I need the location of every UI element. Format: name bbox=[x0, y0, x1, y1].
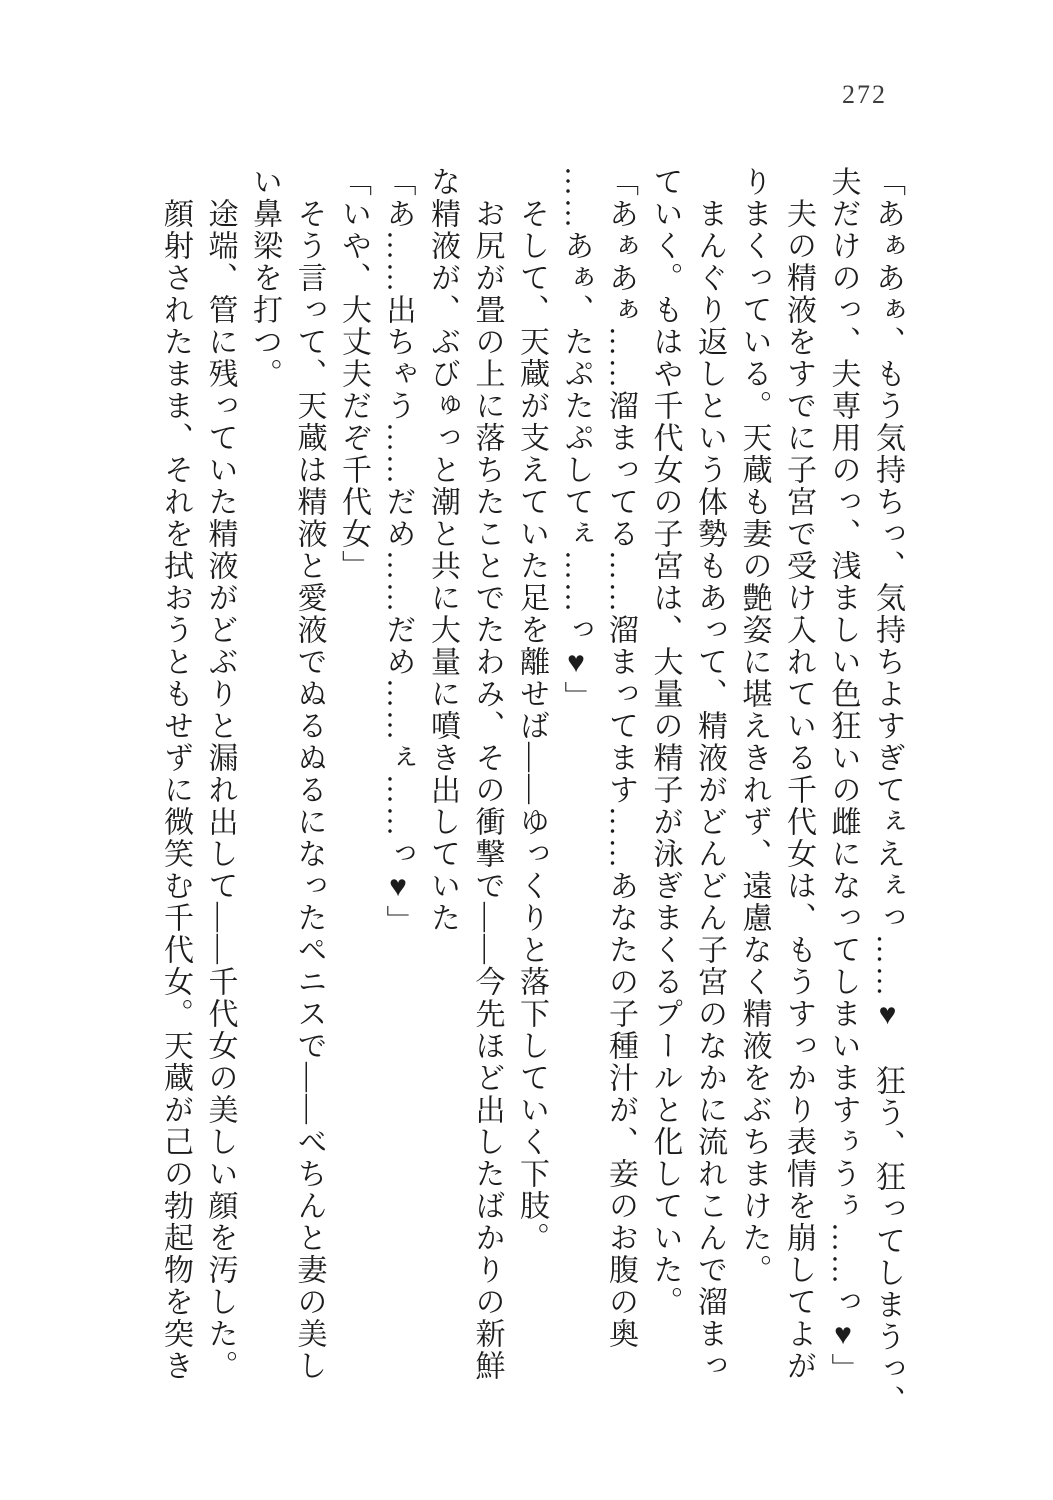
text-column: そう言って、天蔵は精液と愛液でぬるぬるになったペニスで――べちんと妻の美し bbox=[292, 166, 326, 1382]
text-column: お尻が畳の上に落ちたことでたわみ、その衝撃で――今先ほど出したばかりの新鮮 bbox=[470, 166, 504, 1382]
text-column: りまくっている。天蔵も妻の艶姿に堪えきれず、遠慮なく精液をぶちまけた。 bbox=[737, 166, 771, 1286]
text-column: 「あ……出ちゃう……だめ……だめ……ぇ……っ♥」 bbox=[381, 166, 415, 937]
text-column: な精液が、ぶびゅっと潮と共に大量に噴き出していた bbox=[426, 166, 459, 934]
text-column: 顔射されたまま、それを拭おうともせずに微笑む千代女。天蔵が己の勃起物を突き bbox=[159, 166, 192, 1382]
text-column: 「あぁあぁ……溜まってる……溜まってます……あなたの子種汁が、妾のお腹の奥 bbox=[604, 166, 637, 1350]
text-column: そして、天蔵が支えていた足を離せば――ゆっくりと落下していく下肢。 bbox=[515, 166, 548, 1254]
text-column: い鼻梁を打つ。 bbox=[248, 166, 281, 390]
text-column: 「いや、大丈夫だぞ千代女」 bbox=[337, 166, 370, 582]
text-column: 途端、管に残っていた精液がどぶりと漏れ出して――千代女の美しい顔を汚した。 bbox=[203, 166, 237, 1382]
text-column: 夫だけのっ、夫専用のっ、浅ましい色狂いの雌になってしまいますぅうぅ……っ♥」 bbox=[826, 166, 860, 1385]
text-column: ……あぁ、たぷたぷしてぇ……っ♥」 bbox=[559, 166, 593, 713]
vertical-text-block bbox=[153, 166, 910, 1472]
text-column: 「あぁあぁ、もう気持ちっ、気持ちよすぎてぇえぇっ……♥ 狂う、狂ってしまうっ、 bbox=[871, 166, 904, 1417]
page-number: 272 bbox=[842, 80, 887, 109]
text-column: ていく。もはや千代女の子宮は、大量の精子が泳ぎまくるプールと化していた。 bbox=[648, 166, 682, 1318]
text-column: まんぐり返しという体勢もあって、精液がどんどん子宮のなかに流れこんで溜まっ bbox=[693, 166, 726, 1382]
text-column: 夫の精液をすでに子宮で受け入れている千代女は、もうすっかり表情を崩してよが bbox=[782, 166, 815, 1382]
